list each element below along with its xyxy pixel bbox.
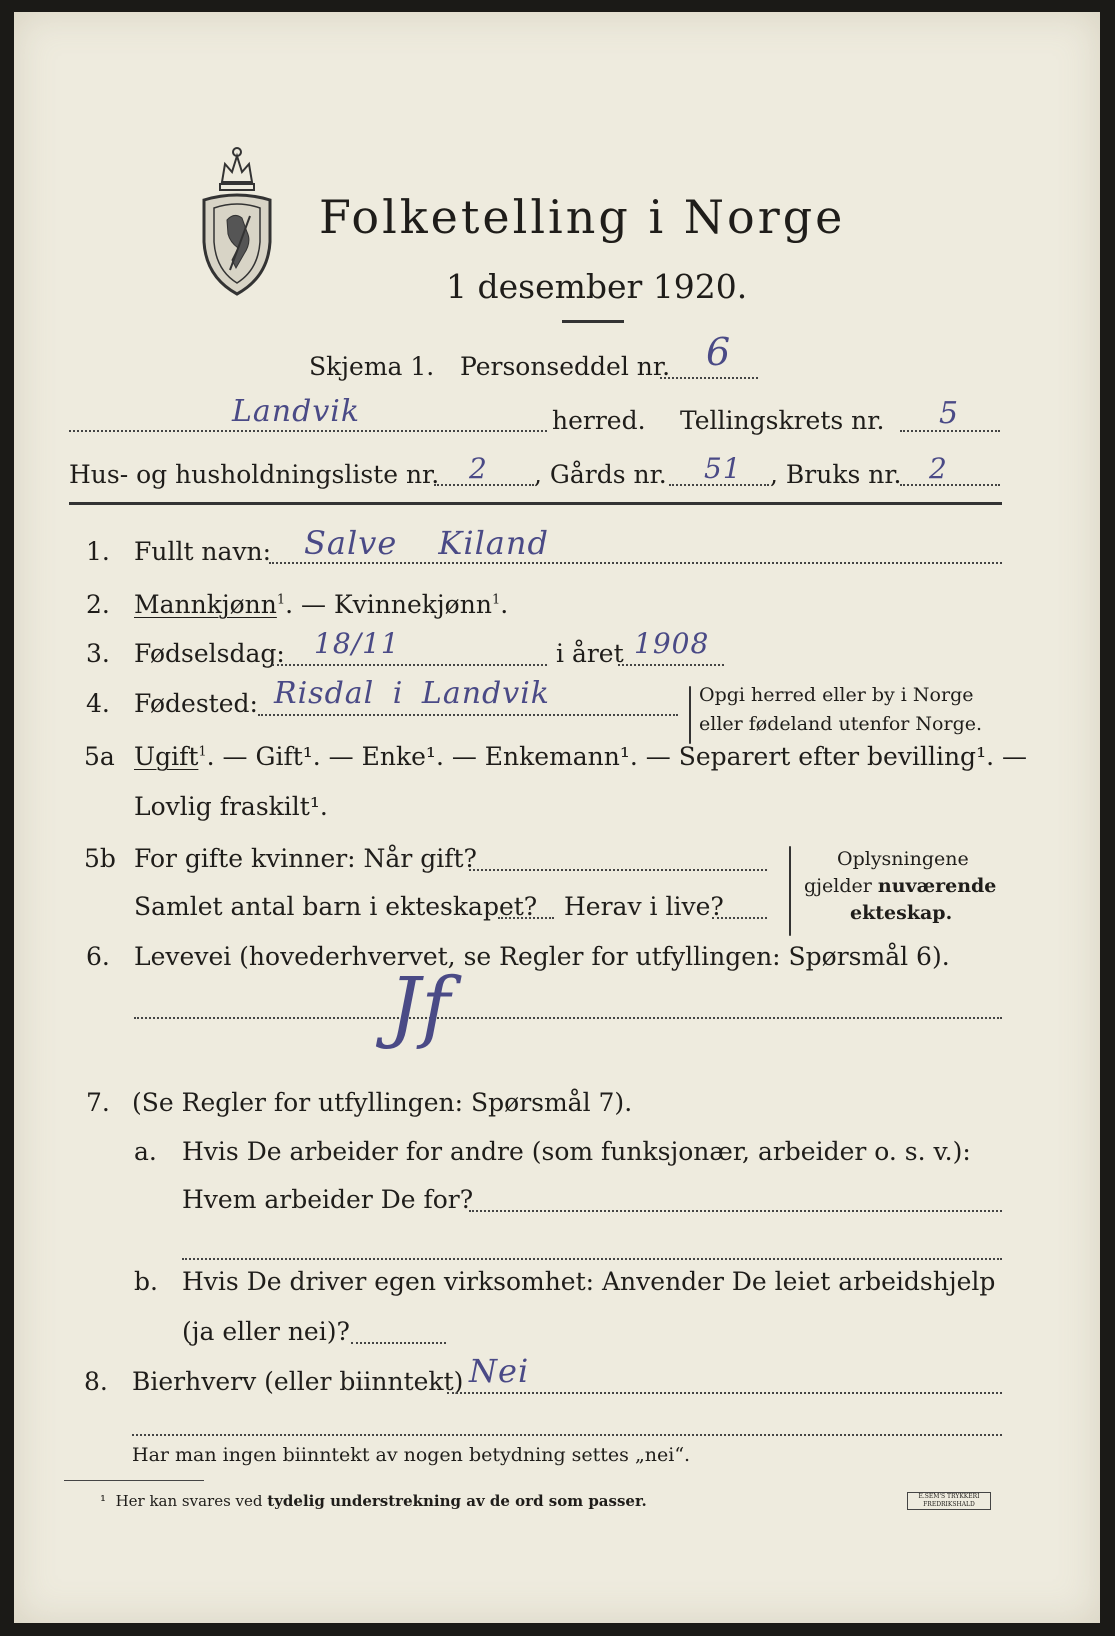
bruks-value: 2 bbox=[929, 452, 948, 485]
form-title: Folketelling i Norge bbox=[319, 190, 846, 244]
q4-note-line1: Opgi herred eller by i Norge bbox=[699, 684, 974, 706]
q3-aret-label: i året bbox=[556, 639, 624, 668]
q6-label: Levevei (hovederhvervet, se Regler for utfyllingen: Spørsmål 6). bbox=[134, 942, 950, 971]
gards-label: , Gårds nr. bbox=[534, 460, 667, 489]
q5a-marital-line: Ugift$^1$. — Gift¹. — Enke¹. — Enkemann¹. — Separert efter bevilling¹. — bbox=[134, 742, 1027, 771]
q7-label: (Se Regler for utfyllingen: Spørsmål 7). bbox=[132, 1088, 633, 1117]
q5b-label3: Herav i live? bbox=[564, 892, 724, 921]
q7b-text: Hvis De driver egen virksomhet: Anvender De leiet arbeidshjelp bbox=[182, 1267, 996, 1296]
q3-label: Fødselsdag: bbox=[134, 639, 285, 668]
q7-number: 7. bbox=[86, 1088, 110, 1117]
birth-year-value: 1908 bbox=[634, 627, 710, 660]
gards-value: 51 bbox=[704, 452, 742, 485]
personseddel-label: Personseddel nr. bbox=[460, 352, 671, 381]
norwegian-coat-of-arms-icon bbox=[192, 142, 282, 302]
hus-value: 2 bbox=[469, 452, 488, 485]
bruks-label: , Bruks nr. bbox=[770, 460, 902, 489]
q4-note-line2: eller fødeland utenfor Norge. bbox=[699, 713, 983, 735]
birth-date-value: 18/11 bbox=[314, 627, 400, 660]
q5a-line2: Lovlig fraskilt¹. bbox=[134, 792, 328, 821]
q7a-letter: a. bbox=[134, 1137, 157, 1166]
q7b-letter: b. bbox=[134, 1267, 158, 1296]
footnote: ¹ Her kan svares ved tydelig understrekning av de ord som passer. bbox=[100, 1492, 647, 1510]
q7a-question: Hvem arbeider De for? bbox=[182, 1185, 474, 1214]
census-form-sheet bbox=[14, 12, 1100, 1623]
q4-label: Fødested: bbox=[134, 689, 258, 718]
footer-note: Har man ingen biinntekt av nogen betydning settes „nei“. bbox=[132, 1444, 691, 1466]
q8-label: Bierhverv (eller biinntekt) bbox=[132, 1367, 464, 1396]
census-date: 1 desember 1920. bbox=[446, 267, 748, 306]
marital-ugift-option: Ugift bbox=[134, 742, 199, 771]
footnote-rule bbox=[64, 1480, 204, 1481]
q1-full-name: Salve Kiland bbox=[304, 524, 549, 562]
tellingskrets-label: Tellingskrets nr. bbox=[680, 406, 885, 435]
herred-label: herred. bbox=[552, 406, 646, 435]
q5b-note1: Oplysningene bbox=[837, 848, 969, 870]
q7b-question: (ja eller nei)? bbox=[182, 1317, 350, 1346]
q5b-number: 5b bbox=[84, 844, 116, 873]
hus-label: Hus- og husholdningsliste nr. bbox=[69, 460, 440, 489]
q5b-label2: Samlet antal barn i ekteskapet? bbox=[134, 892, 538, 921]
herred-value: Landvik bbox=[232, 394, 361, 429]
printer-stamp: E.SEM'S TRYKKERI FREDRIKSHALD bbox=[907, 1492, 991, 1510]
skjema-label: Skjema 1. bbox=[309, 352, 435, 381]
q1-label: Fullt navn: bbox=[134, 537, 272, 566]
header-separator bbox=[69, 502, 1002, 505]
q4-number: 4. bbox=[86, 689, 110, 718]
q5b-label1: For gifte kvinner: Når gift? bbox=[134, 844, 477, 873]
q2-gender-line: Mannkjønn$^1$. — Kvinnekjønn$^1$. bbox=[134, 590, 509, 619]
gender-male-option: Mannkjønn bbox=[134, 590, 277, 619]
tellingskrets-value: 5 bbox=[939, 396, 960, 431]
q2-number: 2. bbox=[86, 590, 110, 619]
personseddel-value: 6 bbox=[706, 330, 732, 374]
side-income-value: Nei bbox=[469, 1352, 530, 1390]
q7a-text: Hvis De arbeider for andre (som funksjonær, arbeider o. s. v.): bbox=[182, 1137, 971, 1166]
q6-number: 6. bbox=[86, 942, 110, 971]
q8-number: 8. bbox=[84, 1367, 108, 1396]
q1-number: 1. bbox=[86, 537, 110, 566]
birthplace-value: Risdal i Landvik bbox=[274, 676, 550, 711]
q5a-number: 5a bbox=[84, 742, 115, 771]
q5b-note2: gjelder nuværende bbox=[804, 875, 997, 897]
q5b-note3: ekteskap. bbox=[850, 902, 953, 924]
gender-female-option: Kvinnekjønn bbox=[333, 590, 492, 619]
title-divider bbox=[562, 320, 624, 323]
occupation-value: Jf bbox=[389, 962, 452, 1052]
q3-number: 3. bbox=[86, 639, 110, 668]
